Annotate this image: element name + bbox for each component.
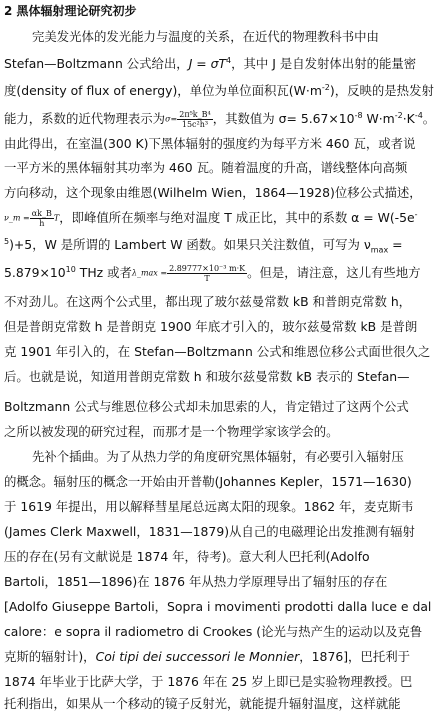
p1-l4-text-b: ，其数值为 σ= 5.67×10 bbox=[212, 111, 355, 126]
p2-line-11: 托利指出，如果从一个移动的镜子反射光，就能提升辐射温度，这样就能 bbox=[4, 696, 401, 711]
lambda-numerator: 2.89777×10⁻³ m·K bbox=[169, 264, 246, 273]
p1-l8-exponent: - bbox=[414, 209, 418, 219]
p1-l9-subscript: max bbox=[370, 245, 389, 255]
p1-line-7: 方向移动，这个现象由维恩(Wilhelm Wien，1864—1928)位移公式描述， bbox=[4, 185, 422, 200]
p1-line-8 bbox=[4, 204, 432, 232]
p1-line-4 bbox=[4, 106, 436, 132]
p2-line-7: [Adolfo Giuseppe Bartoli，Sopra i movimenti prodotti dalla luce e dal bbox=[4, 599, 432, 614]
lambda-max-formula bbox=[132, 264, 247, 283]
p2-line-3: 于 1619 年提出，用以解释彗星尾总远离太阳的现象。1862 年，麦克斯韦 bbox=[4, 499, 414, 514]
p1-l4-text-c: W·m bbox=[362, 111, 395, 126]
p1-l10-exponent: 10 bbox=[65, 264, 76, 274]
lambda-fraction bbox=[167, 264, 247, 283]
sigma-symbol: σ= bbox=[165, 114, 178, 124]
p1-line-13: 克 1901 年引入的，在 Stefan—Boltzmann 公式和维恩位移公式面世很久之 bbox=[4, 344, 431, 359]
p1-l4-exp-1: -8 bbox=[354, 110, 363, 120]
p1-line-15: Boltzmann 公式与维恩位移公式却未加思索的人，肯定错过了这两个公式 bbox=[4, 399, 409, 414]
p1-line-6: 一平方米的黑体辐射其功率为 460 瓦。随着温度的升高，谱线整体向高频 bbox=[4, 160, 408, 175]
p1-line-10 bbox=[4, 258, 432, 288]
p2-line-2: 的概念。辐射压的概念一开始由开普勒(Johannes Kepler，1571—1630) bbox=[4, 474, 412, 489]
p1-l2-text-b: ，其中 J 是自发射体出射的能量密 bbox=[231, 56, 417, 71]
wien-fraction bbox=[30, 209, 54, 228]
p1-l4-exp-2: -2 bbox=[394, 110, 403, 120]
lambda-max-symbol: λ_max = bbox=[131, 268, 168, 278]
p1-l2-text-a: Stefan—Boltzmann 公式给出， bbox=[4, 56, 189, 71]
wien-denominator: h bbox=[39, 219, 45, 228]
p1-line-16: 之所以被发现的研究过程，而那才是一个物理学家该学会的。 bbox=[4, 424, 339, 439]
p1-l10-text-b: THz 或者 bbox=[75, 265, 132, 280]
p2-line-9 bbox=[4, 648, 432, 666]
sigma-formula bbox=[165, 110, 213, 129]
lambda-denominator: T bbox=[204, 274, 210, 283]
p1-l3-text-b: )，反映的是热发射 bbox=[329, 83, 434, 98]
stefan-formula-exponent: 4 bbox=[226, 55, 232, 65]
p2-line-10: 1874 年毕业于比萨大学，于 1876 年在 25 岁上即已是实验物理教授。巴 bbox=[4, 674, 413, 689]
section-heading: 2 黑体辐射理论研究初步 bbox=[4, 4, 137, 18]
p2-line-4: (James Clerk Maxwell，1831—1879)从自己的电磁理论出发推测有辐射 bbox=[4, 524, 415, 539]
p1-line-11: 不对劲儿。在这两个公式里，都出现了玻尔兹曼常数 kB 和普朗克常数 h， bbox=[4, 294, 412, 309]
p1-l4-text-e: 。 bbox=[422, 111, 436, 126]
p1-l4-text-d: ·K bbox=[402, 111, 415, 126]
p1-l10-text-a: 5.879×10 bbox=[4, 265, 66, 280]
p1-line-2 bbox=[4, 55, 432, 73]
p1-l3-exponent: -2 bbox=[321, 82, 330, 92]
p1-line-1: 完美发光体的发光能力与温度的关系，在近代的物理教科书中由 bbox=[32, 29, 379, 44]
wien-temperature: T bbox=[53, 213, 60, 223]
p1-l8-text-b: ，即峰值所在频率与绝对温度 T 成正比，其中的系数 α = W(-5e bbox=[59, 210, 415, 225]
p2-line-5: 压的存在(另有文献说是 1874 年，待考)。意大利人巴托利(Adolfo bbox=[4, 549, 370, 564]
p2-l9-text-a: 克斯的辐射计)， bbox=[4, 649, 96, 664]
p1-l9-text-c: = bbox=[388, 237, 403, 252]
p1-l4-text-a: 能力，系数的近代物理表示为 bbox=[4, 111, 166, 126]
nu-m-symbol: ν_m = bbox=[4, 213, 30, 223]
p1-l9-exponent: 5 bbox=[4, 236, 10, 246]
wien-numerator: αk_B bbox=[31, 209, 52, 218]
p2-l9-text-b: ，1876]，巴托利于 bbox=[299, 649, 410, 664]
sigma-numerator: 2π⁵k_B⁴ bbox=[179, 110, 211, 119]
sigma-denominator: 15c²h³ bbox=[181, 120, 209, 129]
p1-l10-text-c: 。但是，请注意，这儿有些地方 bbox=[247, 265, 421, 280]
p1-line-12: 但是普朗克常数 h 是普朗克 1900 年底才引入的，玻尔兹曼常数 kB 是普朗 bbox=[4, 319, 418, 334]
p1-l3-text-a: 度(density of flux of energy)，单位为单位面积瓦(W·m bbox=[4, 83, 322, 98]
stefan-formula: J = σT bbox=[188, 56, 227, 71]
p2-line-6: Bartoli，1851—1896)在 1876 年从热力学原理导出了辐射压的存在 bbox=[4, 574, 388, 589]
p2-l9-italic-title: Coi tipi dei successori le Monnier bbox=[95, 649, 300, 664]
p1-l4-exp-3: -4 bbox=[414, 110, 423, 120]
p1-line-14: 后。也就是说，知道用普朗克常数 h 和玻尔兹曼常数 kB 表示的 Stefan— bbox=[4, 369, 410, 384]
p1-line-3 bbox=[4, 82, 432, 100]
wien-formula bbox=[4, 209, 59, 228]
sigma-fraction bbox=[177, 110, 213, 129]
p2-line-8: calore：e sopra il radiometro di Crookes (论光与热产生的运动以及克鲁 bbox=[4, 624, 423, 639]
p1-line-5: 由此得出，在室温(300 K)下黑体辐射的强度约为每平方米 460 瓦，或者说 bbox=[4, 136, 416, 151]
p2-line-1: 先补个插曲。为了从热力学的角度研究黑体辐射，有必要引入辐射压 bbox=[32, 449, 404, 464]
p1-line-9 bbox=[4, 236, 432, 254]
p1-l9-text-b: )+5，W 是所谓的 Lambert W 函数。如果只关注数值，可写为 ν bbox=[9, 237, 371, 252]
